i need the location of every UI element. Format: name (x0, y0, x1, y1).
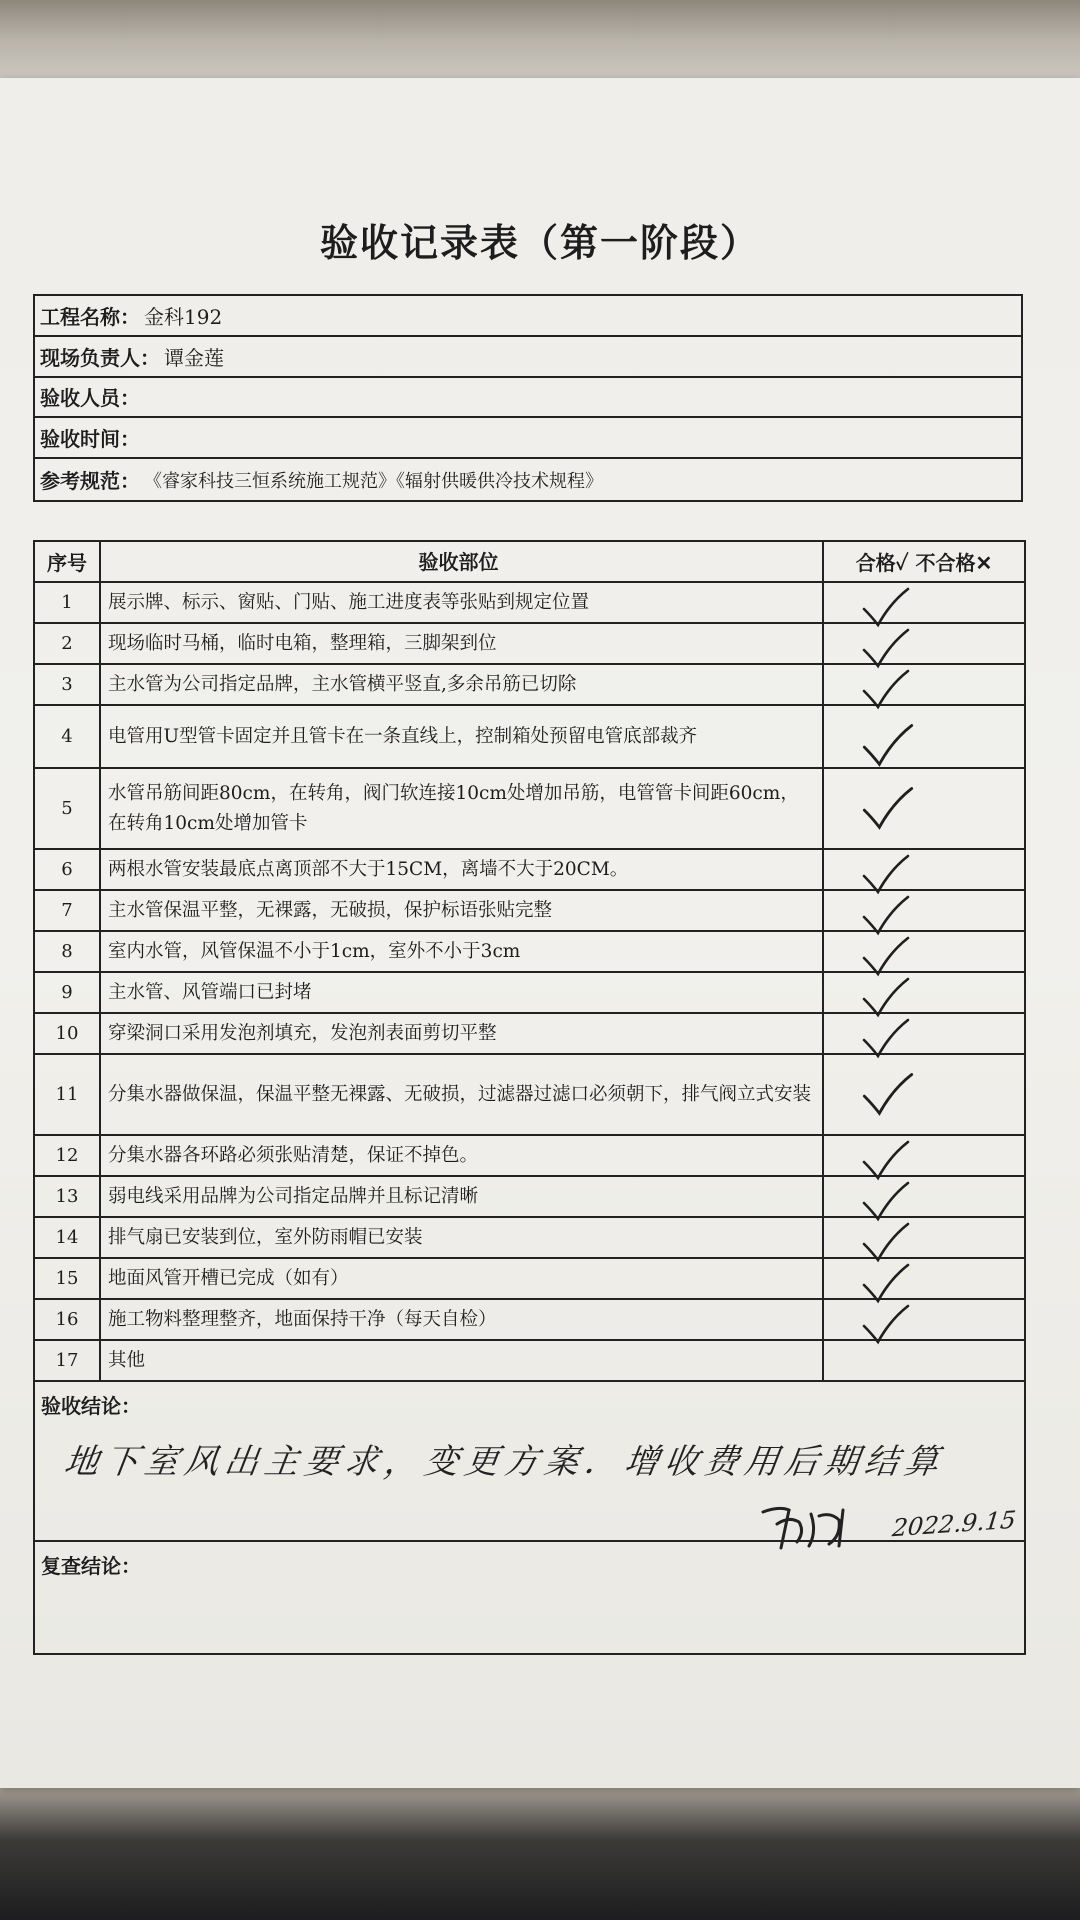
check-mark-icon (860, 628, 912, 670)
check-mark-icon (860, 669, 912, 711)
row-number: 4 (35, 706, 101, 767)
table-row (35, 932, 1024, 973)
row-inspection-item: 电管用U型管卡固定并且管卡在一条直线上，控制箱处预留电管底部裁齐 (101, 706, 824, 767)
info-site-manager (35, 337, 1021, 378)
row-number: 16 (35, 1300, 101, 1339)
table-row (35, 665, 1024, 706)
row-inspection-item: 排气扇已安装到位，室外防雨帽已安装 (101, 1218, 824, 1257)
row-inspection-item: 主水管、风管端口已封堵 (101, 973, 824, 1012)
row-number: 14 (35, 1218, 101, 1257)
check-mark-icon (860, 587, 912, 629)
document-title: 验收记录表（第一阶段） (319, 220, 760, 265)
row-number: 5 (35, 769, 101, 848)
row-inspection-item: 分集水器各环路必须张贴清楚，保证不掉色。 (101, 1136, 824, 1175)
check-mark-icon (860, 977, 912, 1019)
row-result-cell (824, 583, 1024, 622)
conclusion-label: 验收结论： (41, 1394, 141, 1418)
row-inspection-item: 分集水器做保温，保温平整无裸露、无破损，过滤器过滤口必须朝下，排气阀立式安装 (101, 1055, 824, 1134)
info-inspectors (35, 378, 1021, 419)
info-reference-standard (35, 459, 1021, 500)
row-inspection-item: 穿梁洞口采用发泡剂填充，发泡剂表面剪切平整 (101, 1014, 824, 1053)
check-mark-icon (860, 1067, 916, 1123)
row-result-cell (824, 1136, 1024, 1175)
row-result-cell (824, 624, 1024, 663)
table-row (35, 891, 1024, 932)
row-result-cell (824, 932, 1024, 971)
info-label: 工程名称： (40, 304, 140, 329)
row-inspection-item: 主水管为公司指定品牌，主水管横平竖直,多余吊筋已切除 (101, 665, 824, 704)
conclusion-section (35, 1382, 1024, 1542)
check-mark-icon (860, 1181, 912, 1223)
row-result-cell (824, 1218, 1024, 1257)
table-row (35, 1055, 1024, 1136)
row-result-cell (824, 1341, 1024, 1380)
row-result-cell (824, 769, 1024, 848)
table-row (35, 624, 1024, 665)
row-number: 12 (35, 1136, 101, 1175)
row-result-cell (824, 1177, 1024, 1216)
table-row (35, 583, 1024, 624)
row-result-cell (824, 665, 1024, 704)
row-number: 13 (35, 1177, 101, 1216)
info-value: 谭金莲 (164, 345, 224, 370)
table-row (35, 850, 1024, 891)
row-result-cell (824, 973, 1024, 1012)
row-inspection-item: 施工物料整理整齐，地面保持干净（每天自检） (101, 1300, 824, 1339)
row-result-cell (824, 1014, 1024, 1053)
row-number: 2 (35, 624, 101, 663)
row-result-cell (824, 850, 1024, 889)
row-number: 11 (35, 1055, 101, 1134)
inspection-table (33, 540, 1026, 1655)
row-inspection-item: 室内水管，风管保温不小于1cm，室外不小于3cm (101, 932, 824, 971)
table-row (35, 1300, 1024, 1341)
row-inspection-item: 主水管保温平整，无裸露，无破损，保护标语张贴完整 (101, 891, 824, 930)
row-inspection-item: 地面风管开槽已完成（如有） (101, 1259, 824, 1298)
review-label: 复查结论： (41, 1554, 141, 1578)
row-number: 17 (35, 1341, 101, 1380)
check-mark-icon (860, 1222, 912, 1264)
info-label: 现场负责人： (40, 345, 160, 370)
check-mark-icon (860, 1018, 912, 1060)
check-mark-icon (860, 854, 912, 896)
row-result-cell (824, 1055, 1024, 1134)
header-no: 序号 (35, 542, 101, 581)
row-inspection-item: 弱电线采用品牌为公司指定品牌并且标记清晰 (101, 1177, 824, 1216)
info-project-name (35, 296, 1021, 337)
project-info-box (33, 294, 1023, 502)
row-result-cell (824, 891, 1024, 930)
info-label: 参考规范： (40, 469, 140, 494)
conclusion-handwritten-text: 地下室风出主要求，变更方案．增收费用后期结算 (61, 1442, 948, 1482)
info-label: 验收人员： (40, 386, 140, 411)
table-row (35, 1136, 1024, 1177)
row-number: 3 (35, 665, 101, 704)
table-row (35, 769, 1024, 850)
row-inspection-item: 其他 (101, 1341, 824, 1380)
row-inspection-item: 两根水管安装最底点离顶部不大于15CM，离墙不大于20CM。 (101, 850, 824, 889)
row-number: 9 (35, 973, 101, 1012)
row-result-cell (824, 706, 1024, 767)
table-row (35, 1177, 1024, 1218)
table-header-row (35, 542, 1024, 583)
table-row (35, 1218, 1024, 1259)
row-number: 8 (35, 932, 101, 971)
review-section (35, 1542, 1024, 1672)
signature-date: 2022.9.15 (890, 1505, 1018, 1543)
info-label: 验收时间： (40, 427, 140, 452)
row-number: 10 (35, 1014, 101, 1053)
row-number: 6 (35, 850, 101, 889)
row-result-cell (824, 1259, 1024, 1298)
check-mark-icon (860, 718, 916, 774)
table-row (35, 1014, 1024, 1055)
check-mark-icon (860, 781, 916, 837)
table-row (35, 973, 1024, 1014)
row-inspection-item: 现场临时马桶，临时电箱，整理箱，三脚架到位 (101, 624, 824, 663)
check-mark-icon (860, 936, 912, 978)
info-value: 金科192 (144, 304, 223, 329)
info-inspection-time (35, 418, 1021, 459)
row-number: 15 (35, 1259, 101, 1298)
header-result: 合格✓ 不合格✕ (855, 551, 993, 575)
row-number: 7 (35, 891, 101, 930)
table-row (35, 1341, 1024, 1382)
check-mark-icon (860, 895, 912, 937)
row-result-cell (824, 1300, 1024, 1339)
row-inspection-item: 水管吊筋间距80cm，在转角，阀门软连接10cm处增加吊筋，电管管卡间距60cm，在转角10cm处增加管卡 (101, 769, 824, 848)
row-number: 1 (35, 583, 101, 622)
table-row (35, 1259, 1024, 1300)
check-mark-icon (860, 1263, 912, 1305)
table-row (35, 706, 1024, 769)
row-inspection-item: 展示牌、标示、窗贴、门贴、施工进度表等张贴到规定位置 (101, 583, 824, 622)
check-mark-icon (860, 1304, 912, 1346)
header-part: 验收部位 (101, 542, 824, 581)
check-mark-icon (860, 1140, 912, 1182)
table-body (35, 583, 1024, 1382)
info-value: 《睿家科技三恒系统施工规范》《辐射供暖供冷技术规程》 (144, 470, 603, 492)
